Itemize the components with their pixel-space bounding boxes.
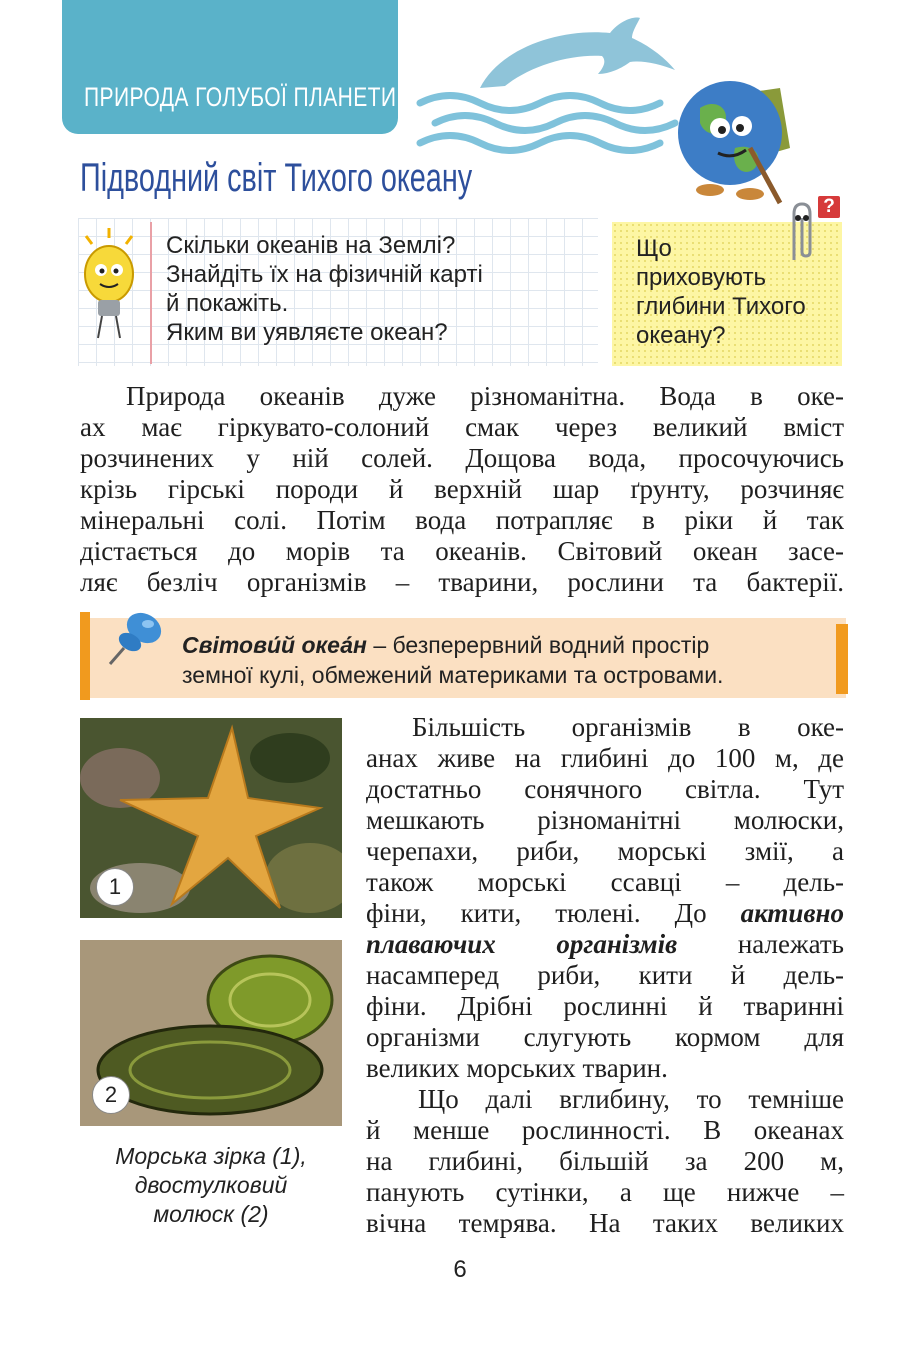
body-line: й менше рослинності. В океанах bbox=[366, 1115, 844, 1145]
question-line: Яким ви уявляєте океан? bbox=[166, 319, 448, 346]
definition-accent-left bbox=[80, 612, 90, 700]
body-text: належать bbox=[677, 929, 844, 959]
body-line: черепахи, риби, морські змії, а bbox=[366, 836, 844, 866]
intro-line: Природа океанів дуже різноманітна. Вода в оке- bbox=[126, 381, 844, 411]
intro-line: ах має гіркувато-солоний смак через великий вміст bbox=[80, 412, 844, 442]
question-line: Знайдіть їх на фізичній карті bbox=[166, 261, 483, 288]
caption-line: Морська зірка (1), bbox=[115, 1143, 307, 1169]
body-line bbox=[366, 929, 844, 960]
body-line: Більшість організмів в оке- bbox=[412, 712, 844, 742]
pushpin-icon bbox=[104, 606, 168, 670]
definition-term: Світови́й океа́н bbox=[182, 632, 367, 658]
globe-character-icon bbox=[678, 81, 790, 203]
intro-line: ляє безліч організмів – тварини, рослини та бактерії. bbox=[80, 567, 844, 597]
body-line: організми слугують кормом для bbox=[366, 1022, 844, 1052]
page-title: Підводний світ Тихого океану bbox=[80, 156, 473, 200]
body-line: анах живе на глибині до 100 м, де bbox=[366, 743, 844, 773]
emphasis-term: активно bbox=[740, 898, 844, 928]
body-line: мешкають різноманітні молюски, bbox=[366, 805, 844, 835]
margin-line bbox=[150, 222, 152, 364]
intro-line: розчинених у ній солей. Дощова вода, просочуючись bbox=[80, 443, 844, 473]
body-line: на глибині, більшій за 200 м, bbox=[366, 1146, 844, 1176]
caption-line: двостулковий bbox=[134, 1172, 288, 1198]
definition-accent-right bbox=[836, 624, 848, 694]
note-line: приховують bbox=[636, 264, 767, 291]
section-tab bbox=[62, 0, 398, 134]
mussel-photo bbox=[80, 940, 342, 1126]
body-line: Що далі вглибину, то темніше bbox=[418, 1084, 844, 1114]
body-line: великих морських тварин. bbox=[366, 1053, 668, 1083]
body-paragraph-1 bbox=[366, 712, 844, 1084]
intro-line: дістається до морів та океанів. Світовий океан засе- bbox=[80, 536, 844, 566]
photo-badge-1: 1 bbox=[96, 868, 134, 906]
lightbulb-character-icon bbox=[76, 226, 142, 344]
body-line: насамперед риби, кити й дель- bbox=[366, 960, 844, 990]
photo-badge-2: 2 bbox=[92, 1076, 130, 1114]
note-line: Що bbox=[636, 235, 672, 262]
question-mark-badge: ? bbox=[823, 196, 835, 217]
starfish-photo bbox=[80, 718, 342, 918]
caption-line: молюск (2) bbox=[153, 1201, 269, 1227]
definition-text bbox=[182, 630, 723, 690]
section-label: ПРИРОДА ГОЛУБОЇ ПЛАНЕТИ bbox=[84, 82, 397, 112]
question-line: й покажіть. bbox=[166, 290, 289, 317]
definition-line2: земної кулі, обмежений материками та островами. bbox=[182, 662, 724, 688]
body-text: фіни, кити, тюлені. До bbox=[366, 898, 741, 928]
intro-paragraph bbox=[80, 381, 844, 598]
body-line bbox=[366, 898, 844, 929]
body-line: фіни. Дрібні рослинні й тваринні bbox=[366, 991, 844, 1021]
body-line: панують сутінки, а ще нижче – bbox=[366, 1177, 844, 1207]
emphasis-term: плаваючих організмів bbox=[366, 929, 678, 959]
page-number: 6 bbox=[453, 1256, 467, 1283]
definition-rest: – безперервний водний простір bbox=[366, 632, 710, 658]
note-line: глибини Тихого bbox=[636, 293, 806, 320]
intro-line: крізь гірські породи й верхній шар ґрунту, розчиняє bbox=[80, 474, 844, 504]
question-line: Скільки океанів на Землі? bbox=[166, 232, 456, 259]
body-line: також морські ссавці – дель- bbox=[366, 867, 844, 897]
body-paragraph-2 bbox=[366, 1084, 844, 1239]
question-list bbox=[166, 231, 483, 347]
note-line: океану? bbox=[636, 322, 726, 349]
dolphin-icon bbox=[480, 18, 675, 88]
intro-line: мінеральні солі. Потім вода потрапляє в ріки й так bbox=[80, 505, 844, 535]
body-line: вічна темрява. На таких великих bbox=[366, 1208, 844, 1238]
photo-caption bbox=[80, 1142, 342, 1229]
body-line: достатньо сонячного світла. Тут bbox=[366, 774, 844, 804]
